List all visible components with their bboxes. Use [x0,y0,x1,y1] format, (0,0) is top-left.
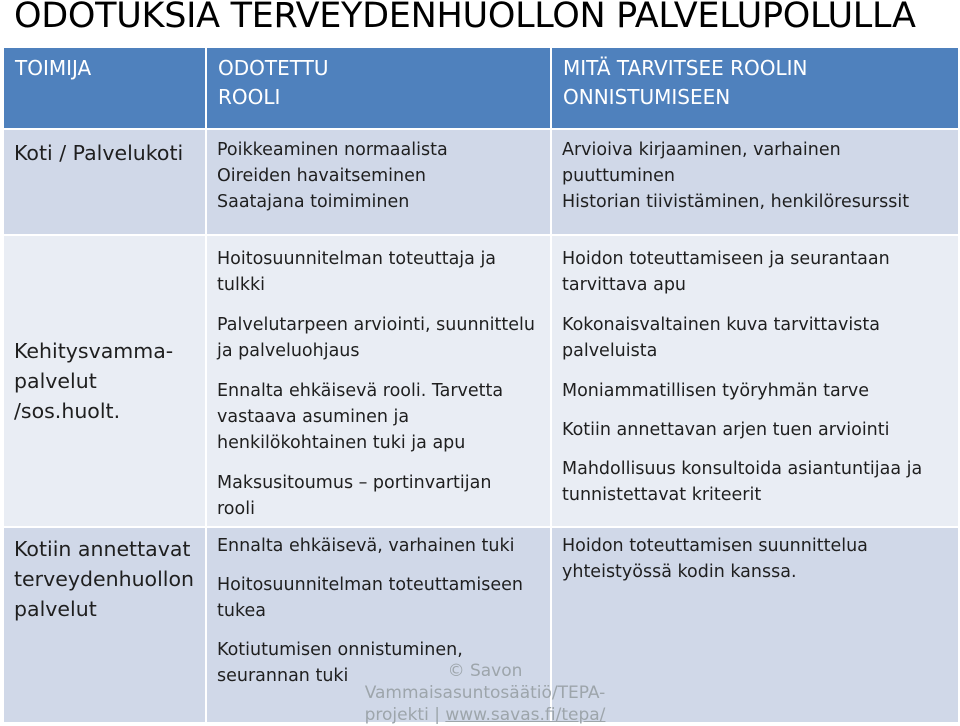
page-title: ODOTUKSIA TERVEYDENHUOLLON PALVELUPOLULLA [14,0,916,36]
watermark-line-3 [360,704,610,726]
role-line: Saatajana toimiminen [217,192,410,212]
header-tarvitsee-line-1: MITÄ TARVITSEE ROOLIN [563,56,808,80]
role-line: Hoitosuunnitelman toteuttamiseen [217,575,523,595]
needs-line: Hoidon toteuttamisen suunnittelua [562,536,868,556]
role-line: Hoitosuunnitelman toteuttaja ja [217,249,497,269]
table-row-koti [3,129,959,235]
needs-line: puuttuminen [562,166,675,186]
needs-line: yhteistyössä kodin kanssa. [562,562,797,582]
actor-cell-koti [3,129,206,235]
role-line: rooli [217,499,255,519]
actor-cell-kehitysvamma [3,235,206,527]
needs-cell-kehitysvamma [551,235,959,527]
header-row [3,47,959,129]
header-toimija-label: TOIMIJA [15,56,92,80]
role-line: seurannan tuki [217,666,349,686]
actor-cell-kotiin [3,527,206,723]
needs-cell-kotiin [551,527,959,723]
header-tarvitsee [551,47,959,129]
needs-line: Mahdollisuus konsultoida asiantuntijaa ja [562,459,923,479]
needs-line: Hoidon toteuttamiseen ja seurantaan [562,249,890,269]
role-cell-koti [206,129,551,235]
needs-line: Kotiin annettavan arjen tuen arviointi [562,420,890,440]
role-line: tulkki [217,275,265,295]
header-rooli [206,47,551,129]
actor-line: Kotiin annettavat [14,537,191,561]
needs-line: tarvittava apu [562,275,687,295]
role-line: Oireiden havaitseminen [217,166,426,186]
copyright-watermark [360,660,610,726]
role-line: Ennalta ehkäisevä rooli. Tarvetta [217,381,504,401]
role-line: Palvelutarpeen arviointi, suunnittelu [217,315,535,335]
role-line: Kotiutumisen onnistuminen, [217,640,463,660]
header-toimija [3,47,206,129]
header-tarvitsee-line-2: ONNISTUMISEEN [563,85,731,109]
role-line: Poikkeaminen normaalista [217,140,448,160]
role-line: Ennalta ehkäisevä, varhainen tuki [217,536,515,556]
savas-link[interactable]: www.savas.fi/tepa/ [445,705,606,725]
actor-line: /sos.huolt. [14,399,121,423]
role-cell-kehitysvamma [206,235,551,527]
watermark-line-2: Vammaisasuntosäätiö/TEPA- [364,683,606,703]
table-row-kehitysvamma [3,235,959,527]
actor-line: palvelut [14,597,97,621]
actor-koti: Koti / Palvelukoti [14,141,184,165]
watermark-prefix: projekti | [364,705,446,725]
actor-line: terveydenhuollon [14,567,195,591]
needs-line: palveluista [562,341,658,361]
watermark-line-1: © Savon [447,661,523,681]
role-line: Maksusitoumus – portinvartijan [217,473,492,493]
header-rooli-line-1: ODOTETTU [218,56,329,80]
role-line: tukea [217,601,266,621]
needs-line: Moniammatillisen työryhmän tarve [562,381,870,401]
actor-line: palvelut [14,369,97,393]
service-path-table [2,46,960,724]
needs-line: Historian tiivistäminen, henkilöresurssit [562,192,910,212]
role-line: henkilökohtainen tuki ja apu [217,433,466,453]
actor-line: Kehitysvamma- [14,339,174,363]
role-line: ja palveluohjaus [217,341,360,361]
needs-line: Arvioiva kirjaaminen, varhainen [562,140,841,160]
header-rooli-line-2: ROOLI [218,85,281,109]
role-line: vastaava asuminen ja [217,407,410,427]
needs-line: Kokonaisvaltainen kuva tarvittavista [562,315,880,335]
needs-cell-koti [551,129,959,235]
needs-line: tunnistettavat kriteerit [562,485,762,505]
